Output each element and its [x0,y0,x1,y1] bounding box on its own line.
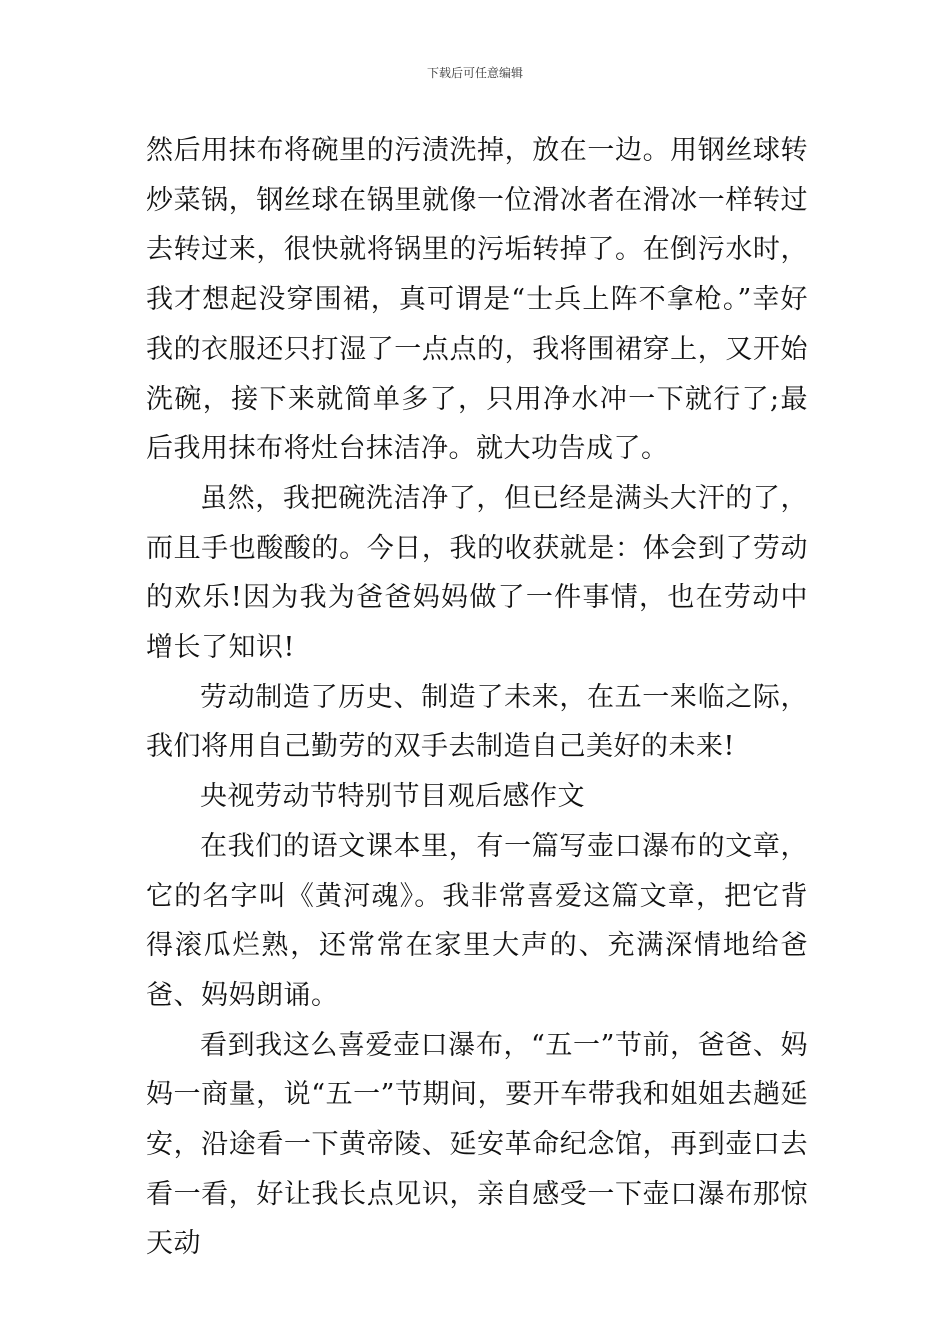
paragraph-5: 看到我这么喜爱壶口瀑布，“五一”节前，爸爸、妈妈一商量，说“五一”节期间，要开车带我和姐姐去趟延安，沿途看一下黄帝陵、延安革命纪念馆，再到壶口去看一看，好让我长点见识，亲自感受一下壶口瀑布那惊天动 [146,1029,808,1260]
paragraph-4: 在我们的语文课本里，有一篇写壶口瀑布的文章，它的名字叫《黄河魂》。我非常喜爱这篇文章，把它背得滚瓜烂熟，还常常在家里大声的、充满深情地给爸爸、妈妈朗诵。 [146,830,808,1011]
paragraph-1: 然后用抹布将碗里的污渍洗掉，放在一边。用钢丝球转炒菜锅，钢丝球在锅里就像一位滑冰者在滑冰一样转过去转过来，很快就将锅里的污垢转掉了。在倒污水时，我才想起没穿围裙，真可谓是“士兵上阵不拿枪。”幸好我的衣服还只打湿了一点点的，我将围裙穿上，又开始洗碗，接下来就简单多了，只用净水冲一下就行了;最后我用抹布将灶台抹洁净。就大功告成了。 [146,135,808,465]
header-note: 下载后可任意编辑 [426,66,523,80]
paragraph-2: 虽然，我把碗洗洁净了，但已经是满头大汗的了，而且手也酸酸的。今日，我的收获就是：体会到了劳动的欢乐!因为我为爸爸妈妈做了一件事情，也在劳动中增长了知识! [146,482,808,664]
paragraph-3: 劳动制造了历史、制造了未来，在五一来临之际，我们将用自己勤劳的双手去制造自己美好的未来! [146,681,808,763]
section-title: 央视劳动节特别节目观后感作文 [200,781,585,813]
document-body [146,126,808,1269]
